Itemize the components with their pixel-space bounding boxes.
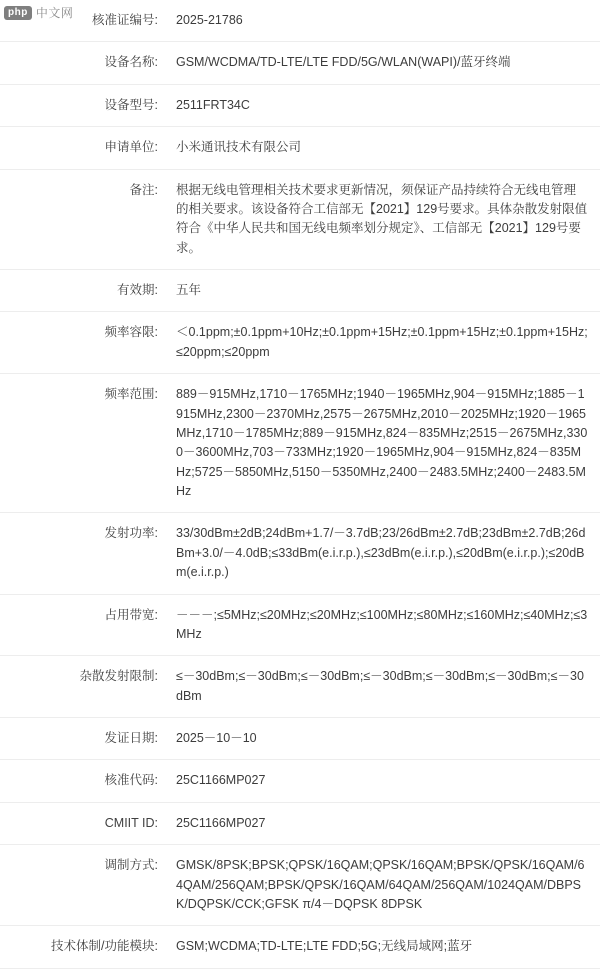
cmiit-id-label: CMIIT ID: [104,815,158,830]
table-row [0,656,600,718]
table-row [0,169,600,270]
occupied-bandwidth-label: 占用带宽: [104,607,158,622]
issue-date-value: 2025－10－10 [176,731,257,745]
table-row [0,802,600,844]
issue-date-label: 发证日期: [104,731,158,745]
frequency-tolerance-value: ＜0.1ppm;±0.1ppm+10Hz;±0.1ppm+15Hz;±0.1ppm+15Hz;±0.1ppm+15Hz;≤20ppm;≤20ppm [176,325,588,359]
modulation-mode-label: 调制方式: [104,858,158,873]
table-row [0,270,600,312]
approval-certificate-number-label: 核准证编号: [92,13,158,27]
approval-code-label: 核准代码: [104,773,158,788]
applicant-company-value: 小米通讯技术有限公司 [176,140,302,155]
table-row [0,513,600,594]
device-name-label: 设备名称: [104,55,158,70]
device-model-value: 2511FRT34C [176,97,250,112]
modulation-mode-value: GMSK/8PSK;BPSK;QPSK/16QAM;QPSK/16QAM;BPSK/QPSK/16QAM/64QAM/256QAM;BPSK/QPSK/16QAM/64QAM/256QAM/1024QAM/DBPSK/DQPSK/CCK;GFSK π/4－DQPSK 8DPSK [176,858,585,911]
applicant-company-label: 申请单位: [104,140,158,155]
table-row [0,926,600,968]
technical-system-function-module-label: 技术体制/功能模块: [51,939,158,954]
validity-period-value: 五年 [176,283,202,297]
frequency-range-value: 889－915MHz,1710－1765MHz;1940－1965MHz,904－915MHz;1885－1915MHz,2300－2370MHz,2575－2675MHz,2010－2025MHz;1920－1965MHz,1710－1785MHz;889－915MHz,824－835MHz;2515－2675MHz,3300－3600MHz,703－733MHz;1920－1965MHz,904－915MHz,824－835MHz;5725－5850MHz,5150－5350MHz,2400－2483.5MHz;2400－2483.5MHz [176,387,588,498]
table-row [0,84,600,126]
occupied-bandwidth-value: －－－;≤5MHz;≤20MHz;≤20MHz;≤100MHz;≤80MHz;≤160MHz;≤40MHz;≤3MHz [176,607,588,641]
table-row [0,845,600,926]
spurious-emission-limit-value: ≤－30dBm;≤－30dBm;≤－30dBm;≤－30dBm;≤－30dBm;≤－30dBm;≤－30dBm [176,669,584,703]
device-model-label: 设备型号: [104,97,158,112]
table-row [0,760,600,802]
table-row [0,594,600,656]
approval-code-value: 25C1166MP027 [176,773,266,788]
watermark [4,4,73,21]
table-row [0,718,600,760]
device-name-value: GSM/WCDMA/TD-LTE/LTE FDD/5G/WLAN(WAPI)/蓝牙终端 [176,55,511,70]
transmit-power-value: 33/30dBm±2dB;24dBm+1.7/－3.7dB;23/26dBm±2.7dB;23dBm±2.7dB;26dBm+3.0/－4.0dB;≤33dBm(e.i.r.p.),≤23dBm(e.i.r.p.),≤20dBm(e.i.r.p.);≤20dBm(e.i.r.p.) [176,526,586,580]
table-row [0,127,600,169]
spurious-emission-limit-label: 杂散发射限制: [79,669,158,684]
frequency-tolerance-label: 频率容限: [104,325,158,340]
approval-certificate-number-value: 2025-21786 [176,13,243,27]
remarks-value: 根据无线电管理相关技术要求更新情况，须保证产品持续符合无线电管理的相关要求。该设备符合工信部无【2021】129号要求。具体杂散发射限值符合《中华人民共和国无线电频率划分规定》、工信部无【2021】129号要求。 [176,182,588,255]
table-row [0,42,600,84]
technical-system-function-module-value: GSM;WCDMA;TD-LTE;LTE FDD;5G;无线局域网;蓝牙 [176,939,473,954]
transmit-power-label: 发射功率: [104,526,158,541]
validity-period-label: 有效期: [117,283,158,297]
table-row [0,374,600,513]
watermark-text: 中文网 [35,6,74,20]
table-row [0,0,600,42]
php-logo-icon: php [4,6,32,20]
frequency-range-label: 频率范围: [104,387,158,402]
remarks-label: 备注: [129,182,158,197]
cmiit-id-value: 25C1166MP027 [176,815,266,830]
table-row [0,312,600,374]
